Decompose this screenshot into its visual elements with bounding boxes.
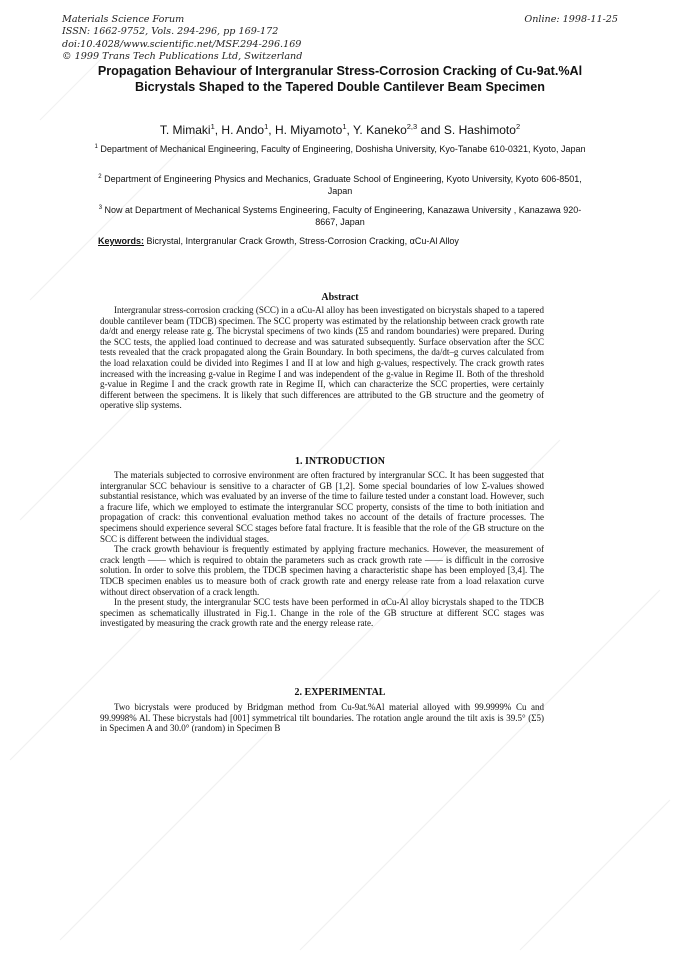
affiliation-2: $^2$ Department of Engineering Physics and Mechanics, Graduate School of Engineering, Kyoto University, Kyoto 606-8501, Japan [98,174,582,197]
paragraph: In the present study, the intergranular SCC tests have been performed in αCu-Al alloy bicrystals shaped to the TDCB specimen as schematically illustrated in Fig.1. Change in the role of the GB structure at different SCC stages was investigated by measuring the crack growth rate and the energy release rate. [100,597,544,629]
paper-title: Propagation Behaviour of Intergranular Stress-Corrosion Cracking of Cu-9at.%Al Bicrystals Shaped to the Tapered Double Cantilever Beam Specimen [97,64,583,94]
copyright-line: © 1999 Trans Tech Publications Ltd, Switzerland [62,50,303,62]
author: T. Mimaki$^1$, [159,122,222,137]
journal-header [62,14,618,63]
keywords [98,236,618,246]
journal-name: Materials Science Forum [62,14,185,25]
introduction-body [100,470,544,629]
author: Y. Kaneko$^{2,3}$ and [352,122,444,137]
affiliation-3: $^3$ Now at Department of Mechanical Systems Engineering, Faculty of Engineering, Kanazawa University , Kanazawa 920-8667, Japan [98,205,582,228]
online-date: Online: 1998-11-25 [524,14,618,25]
paragraph: The materials subjected to corrosive environment are often fractured by intergranular SCC. It has been suggested that intergranular SCC behaviour is sensitive to a character of GB [1,2]. Some special boundaries of low Σ-values showed substantial resistance, which was evaluated by an inverse of the time to failure tested under a constant load. However, such a fracure life, which we employed to estimate the intergranular SCC property, consists of the time to both initiation and propagation of crack: this conventional evaluation method takes no account of the details of fracture processes. The specimens should experience several SCC stages before fatal fracture. It is feasible that the role of the GB structure on the SCC is different between the individual stages. [100,470,544,544]
experimental-heading: 2. EXPERIMENTAL [294,687,386,698]
keywords-label: Keywords: [98,236,145,246]
doi-line[interactable]: doi:10.4028/www.scientific.net/MSF.294-296.169 [62,38,302,50]
issn-line: ISSN: 1662-9752, Vols. 294-296, pp 169-172 [62,26,279,38]
author: H. Ando$^1$, [221,122,275,137]
author: S. Hashimoto$^2$ [443,122,521,137]
introduction-heading: 1. INTRODUCTION [294,456,385,467]
keywords-text: Bicrystal, Intergranular Crack Growth, Stress-Corrosion Cracking, αCu-Al Alloy [146,236,459,246]
abstract-heading: Abstract [321,292,359,303]
affiliation-1: $^1$ Department of Mechanical Engineering, Faculty of Engineering, Doshisha University, Kyo-Tanabe 610-0321, Kyoto, Japan [94,144,586,154]
author-list [60,122,620,137]
paragraph: Two bicrystals were produced by Bridgman method from Cu-9at.%Al material alloyed with 99.9999% Cu and 99.9998% Al. These bicrystals had [001] symmetrical tilt boundaries. The rotation angle around the tilt axis is 39.5° (Σ5) in Specimen A and 30.0° (random) in Specimen B [100,702,544,734]
abstract-body [100,305,544,411]
experimental-body [100,702,544,734]
author: H. Miyamoto$^1$, [274,122,353,137]
abstract-paragraph: Intergranular stress-corrosion cracking (SCC) in a αCu-Al alloy has been investigated on bicrystals shaped to a tapered double cantilever beam (TDCB) specimen. The SCC property was estimated by the relationship between crack growth rate da/dt and energy release rate g. The bicrystal specimens of two kinds (Σ5 and random boundaries) were prepared. During the SCC tests, the applied load continued to decrease and was saturated subsequently. Surface observation after the SCC tests revealed that the crack propagated along the Grain Boundary. In both specimens, the da/dt–g curves calculated from the load relaxation could be divided into Regimes I and II at low and high g-values, respectively. The crack growth rates increased with the increasing g-value in Regime I and was independent of the g-value in Regime II. Both of the threshold g-value in Regime I and the crack growth rate in Regime II, which can characterize the SCC properties, were certainly different between the specimens. It is likely that such differences are attributed to the GB structure and the geometry of operative slip systems. [100,305,544,411]
paragraph: The crack growth behaviour is frequently estimated by applying fracture mechanics. However, the measurement of crack length —— which is required to obtain the parameters such as crack growth rate —— is difficult in the corrosive solution. In order to solve this problem, the TDCB specimen having a characteristic shape has been employed [3,4]. The TDCB specimen enables us to measure both of crack growth rate and energy release rate from a load relaxation curve without direct observation of a crack length. [100,544,544,597]
